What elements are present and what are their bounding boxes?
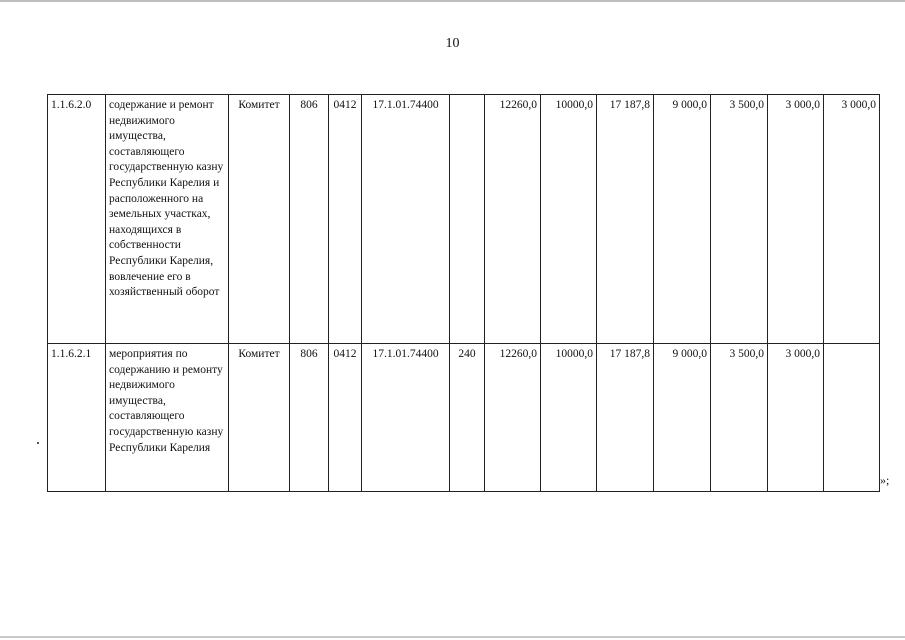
row-org: Комитет bbox=[229, 95, 290, 344]
row-value-3: 17 187,8 bbox=[597, 344, 654, 492]
row-value-7: 3 000,0 bbox=[824, 95, 880, 344]
budget-table bbox=[47, 94, 880, 492]
row-csr: 17.1.01.74400 bbox=[362, 344, 450, 492]
row-value-4: 9 000,0 bbox=[654, 344, 711, 492]
row-code: 1.1.6.2.0 bbox=[48, 95, 106, 344]
page-number: 10 bbox=[445, 36, 460, 51]
row-value-3: 17 187,8 bbox=[597, 95, 654, 344]
row-rzpr: 0412 bbox=[329, 95, 362, 344]
row-value-5: 3 500,0 bbox=[711, 344, 768, 492]
row-org: Комитет bbox=[229, 344, 290, 492]
scan-edge-bottom bbox=[0, 636, 905, 638]
closing-quote-mark: »; bbox=[880, 473, 890, 487]
row-value-2: 10000,0 bbox=[541, 95, 597, 344]
row-code: 1.1.6.2.1 bbox=[48, 344, 106, 492]
scan-edge-top bbox=[0, 0, 905, 2]
row-vr: 240 bbox=[450, 344, 485, 492]
row-grbs: 806 bbox=[290, 95, 329, 344]
row-value-5: 3 500,0 bbox=[711, 95, 768, 344]
row-vr bbox=[450, 95, 485, 344]
table-row bbox=[48, 344, 880, 492]
row-value-2: 10000,0 bbox=[541, 344, 597, 492]
row-value-7 bbox=[824, 344, 880, 492]
table-row bbox=[48, 95, 880, 344]
row-csr: 17.1.01.74400 bbox=[362, 95, 450, 344]
row-name: мероприятия по содержанию и ремонту недвижимого имущества, составляющего государственную казну Республики Карелия bbox=[106, 344, 229, 492]
row-rzpr: 0412 bbox=[329, 344, 362, 492]
row-value-4: 9 000,0 bbox=[654, 95, 711, 344]
row-value-6: 3 000,0 bbox=[768, 344, 824, 492]
row-name: содержание и ремонт недвижимого имущества, составляющего государственную казну Республики Карелия и расположенного на земельных участках, находящихся в собственности Республики Карелия, вовлечение его в хозяйственный оборот bbox=[106, 95, 229, 344]
row-value-6: 3 000,0 bbox=[768, 95, 824, 344]
row-value-1: 12260,0 bbox=[485, 344, 541, 492]
row-grbs: 806 bbox=[290, 344, 329, 492]
row-value-1: 12260,0 bbox=[485, 95, 541, 344]
scan-speck bbox=[37, 442, 39, 444]
